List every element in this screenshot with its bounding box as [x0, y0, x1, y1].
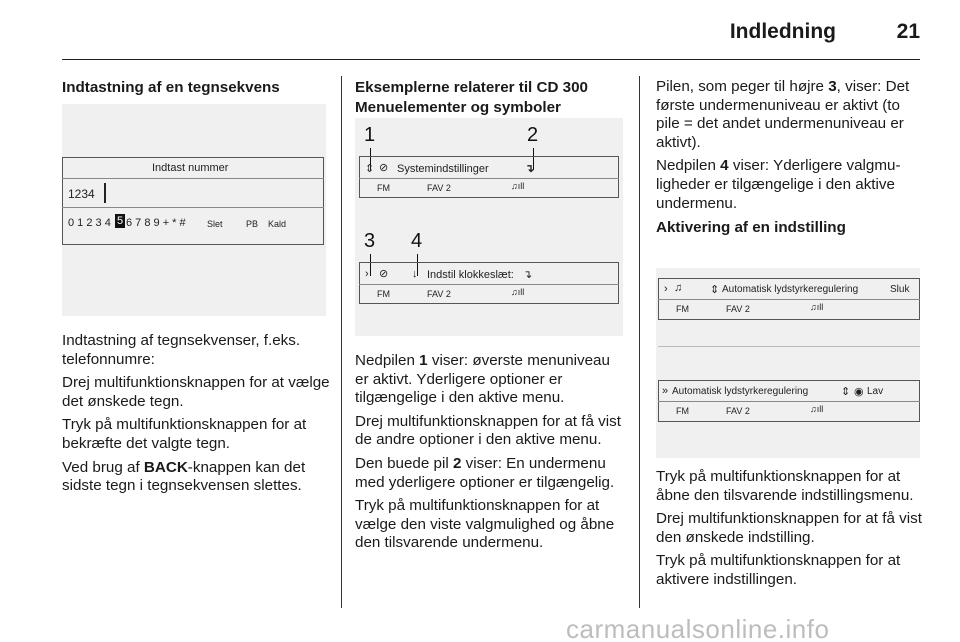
paragraph: Pilen, som peger til højre 3, viser: Det første undermenuniveau er aktivt (to pile = det andet undermenuniveau er aktivt). [656, 78, 910, 151]
callout-4: 4 [411, 230, 423, 252]
paragraph: Tryk på multifunktionsknappen for at vælge den viste valgmulighed og åbne den tilsvarende undermenu. [355, 497, 615, 552]
call-key-label: Kald [268, 219, 287, 229]
screen-separator [658, 401, 920, 402]
column-3 [656, 78, 924, 238]
column-3-body [656, 468, 924, 595]
callout-2: 2 [527, 124, 539, 146]
double-right-arrow-icon: » [662, 385, 669, 397]
setting-value: Sluk [890, 284, 910, 295]
menu-item-label: Systemindstillinger [397, 163, 489, 175]
figure-divider [658, 346, 920, 347]
right-arrow-icon: › [365, 268, 369, 280]
text-cursor [104, 183, 106, 203]
back-key-name: BACK [143, 458, 188, 476]
preset-label: FAV 2 [427, 289, 451, 299]
paragraph: Ved brug af BACK-knappen kan det sidste tegn i tegnsekvensen slettes. [62, 458, 306, 495]
entered-digits: 1234 [68, 187, 95, 201]
curved-arrow-icon: ↴ [523, 269, 533, 281]
screen-separator [658, 299, 920, 300]
screen-separator [62, 207, 324, 208]
paragraph: Nedpilen 4 viser: Yderligere valgmuligheder er tilgængelige i den aktive undermenu. [656, 157, 901, 212]
callout-3: 3 [364, 230, 376, 252]
music-note-icon: ♫ [674, 282, 683, 294]
watermark: carmanualsonline.info [566, 614, 830, 642]
paragraph: Nedpilen 1 viser: øverste menuniveau er aktivt. Yderligere optioner er tilgængelige i den aktive menu. [355, 352, 610, 407]
setting-label: Automatisk lydstyrkeregulering [672, 386, 809, 397]
source-label: FM [676, 406, 689, 416]
music-signal-icon: ♫ıll [511, 181, 525, 191]
up-down-arrow-icon: ⇕ [710, 284, 720, 296]
menu-item-label: Indstil klokkeslæt: [427, 269, 514, 281]
screen-title: Indtast nummer [152, 162, 229, 174]
column-divider-left [341, 76, 342, 608]
paragraph: Drej multifunktionsknappen for at vælge det ønskede tegn. [62, 374, 330, 410]
music-signal-icon: ♫ıll [810, 404, 824, 414]
screen-separator [62, 178, 324, 179]
figure-menu-symbols [355, 118, 623, 336]
phonebook-key-label: PB [246, 219, 259, 229]
music-signal-icon: ♫ıll [810, 302, 824, 312]
source-label: FM [676, 304, 689, 314]
char-strip-before: 0 1 2 3 4 [68, 217, 111, 229]
section-heading-activate-setting: Aktivering af en indstilling [656, 219, 846, 237]
paragraph: Tryk på multifunktionsknappen for at åbne den tilsvarende indstillingsmenu. [656, 468, 914, 504]
callout-1: 1 [364, 124, 376, 146]
source-label: FM [377, 289, 390, 299]
down-arrow-icon: ⇕ [365, 163, 375, 175]
section-heading-menu-items: Menuelementer og symboler [355, 99, 561, 116]
screen-separator [359, 178, 619, 179]
preset-label: FAV 2 [726, 406, 750, 416]
paragraph: Den buede pil 2 viser: En undermenu med yderligere optioner er tilgængelig. [355, 454, 615, 491]
column-1-body [62, 332, 330, 501]
up-down-arrow-icon: ⇕ [841, 386, 851, 398]
radio-selected-icon: ◉ [854, 386, 864, 398]
page-number: 21 [896, 20, 920, 43]
delete-key-label: Slet [207, 219, 223, 229]
paragraph: Drej multifunktionsknappen for at få vist de andre optioner i den aktive menu. [355, 412, 621, 449]
paragraph: Drej multifunktionsknappen for at få vist den ønskede indstilling. [656, 510, 922, 546]
column-divider-right [639, 76, 640, 608]
section-heading-examples: Eksemplerne relaterer til CD 300 [355, 79, 588, 96]
char-strip-selected: 5 [117, 215, 124, 227]
preset-label: FAV 2 [726, 304, 750, 314]
column-2-body [355, 352, 627, 558]
paragraph: Tryk på multifunktionsknappen for at aktivere indstillingen. [656, 552, 901, 588]
clock-icon: ⊘ [379, 162, 389, 174]
section-heading-character-entry: Indtastning af en tegnsekvens [62, 79, 280, 96]
right-arrow-icon: › [664, 283, 668, 295]
down-arrow-icon: ↓ [412, 268, 418, 280]
column-1 [62, 78, 330, 98]
page-header [62, 0, 920, 60]
column-2 [355, 78, 627, 118]
setting-value: Lav [867, 386, 884, 397]
curved-arrow-icon: ↴ [525, 163, 535, 175]
paragraph: Indtastning af tegnsekvenser, f.eks. telefonnumre: [62, 332, 301, 368]
music-signal-icon: ♫ıll [511, 287, 525, 297]
source-label: FM [377, 183, 390, 193]
figure-activate-setting [656, 268, 920, 458]
screen-separator [359, 284, 619, 285]
char-strip-after: 6 7 8 9 + * # [126, 217, 186, 229]
page-title: Indledning [729, 20, 836, 43]
preset-label: FAV 2 [427, 183, 451, 193]
clock-icon: ⊘ [379, 268, 389, 280]
setting-label: Automatisk lydstyrkeregulering [722, 284, 859, 295]
paragraph: Tryk på multifunktionsknappen for at bekræfte det valgte tegn. [62, 416, 307, 452]
figure-number-entry [62, 104, 326, 316]
